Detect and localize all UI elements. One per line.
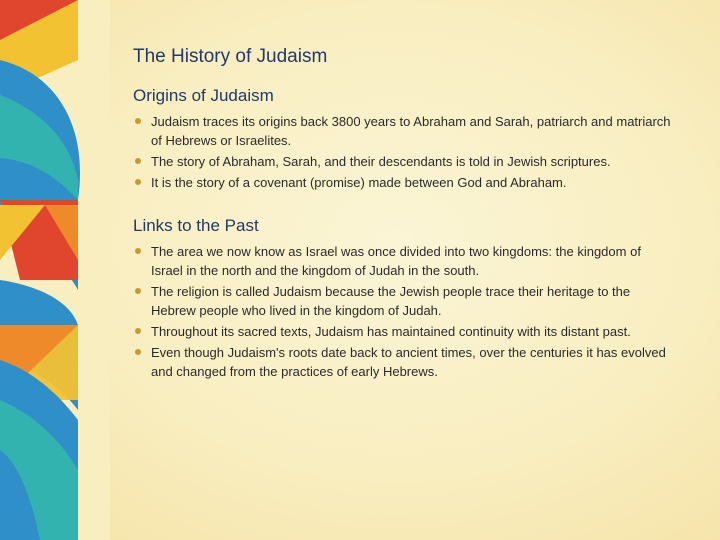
slide-title: The History of Judaism bbox=[133, 46, 328, 67]
bullet-item: Throughout its sacred texts, Judaism has maintained continuity with its distant past. bbox=[133, 322, 673, 341]
origins-bullet-list bbox=[133, 112, 673, 192]
bullet-item: Judaism traces its origins back 3800 years to Abraham and Sarah, patriarch and matriarch of Hebrews or Israelites. bbox=[133, 112, 673, 150]
bullet-item: The religion is called Judaism because the Jewish people trace their heritage to the Hebrew people who lived in the kingdom of Judah. bbox=[133, 282, 673, 320]
slide-content bbox=[133, 44, 673, 383]
decorative-left-band bbox=[0, 0, 110, 540]
section-heading-origins: Origins of Judaism bbox=[133, 86, 274, 105]
bullet-item: Even though Judaism's roots date back to ancient times, over the centuries it has evolved and changed from the practices of early Hebrews. bbox=[133, 343, 673, 381]
bullet-item: It is the story of a covenant (promise) made between God and Abraham. bbox=[133, 173, 673, 192]
bullet-item: The story of Abraham, Sarah, and their descendants is told in Jewish scriptures. bbox=[133, 152, 673, 171]
links-bullet-list bbox=[133, 242, 673, 381]
section-heading-links: Links to the Past bbox=[133, 216, 259, 235]
bullet-item: The area we now know as Israel was once divided into two kingdoms: the kingdom of Israel in the north and the kingdom of Judah in the south. bbox=[133, 242, 673, 280]
